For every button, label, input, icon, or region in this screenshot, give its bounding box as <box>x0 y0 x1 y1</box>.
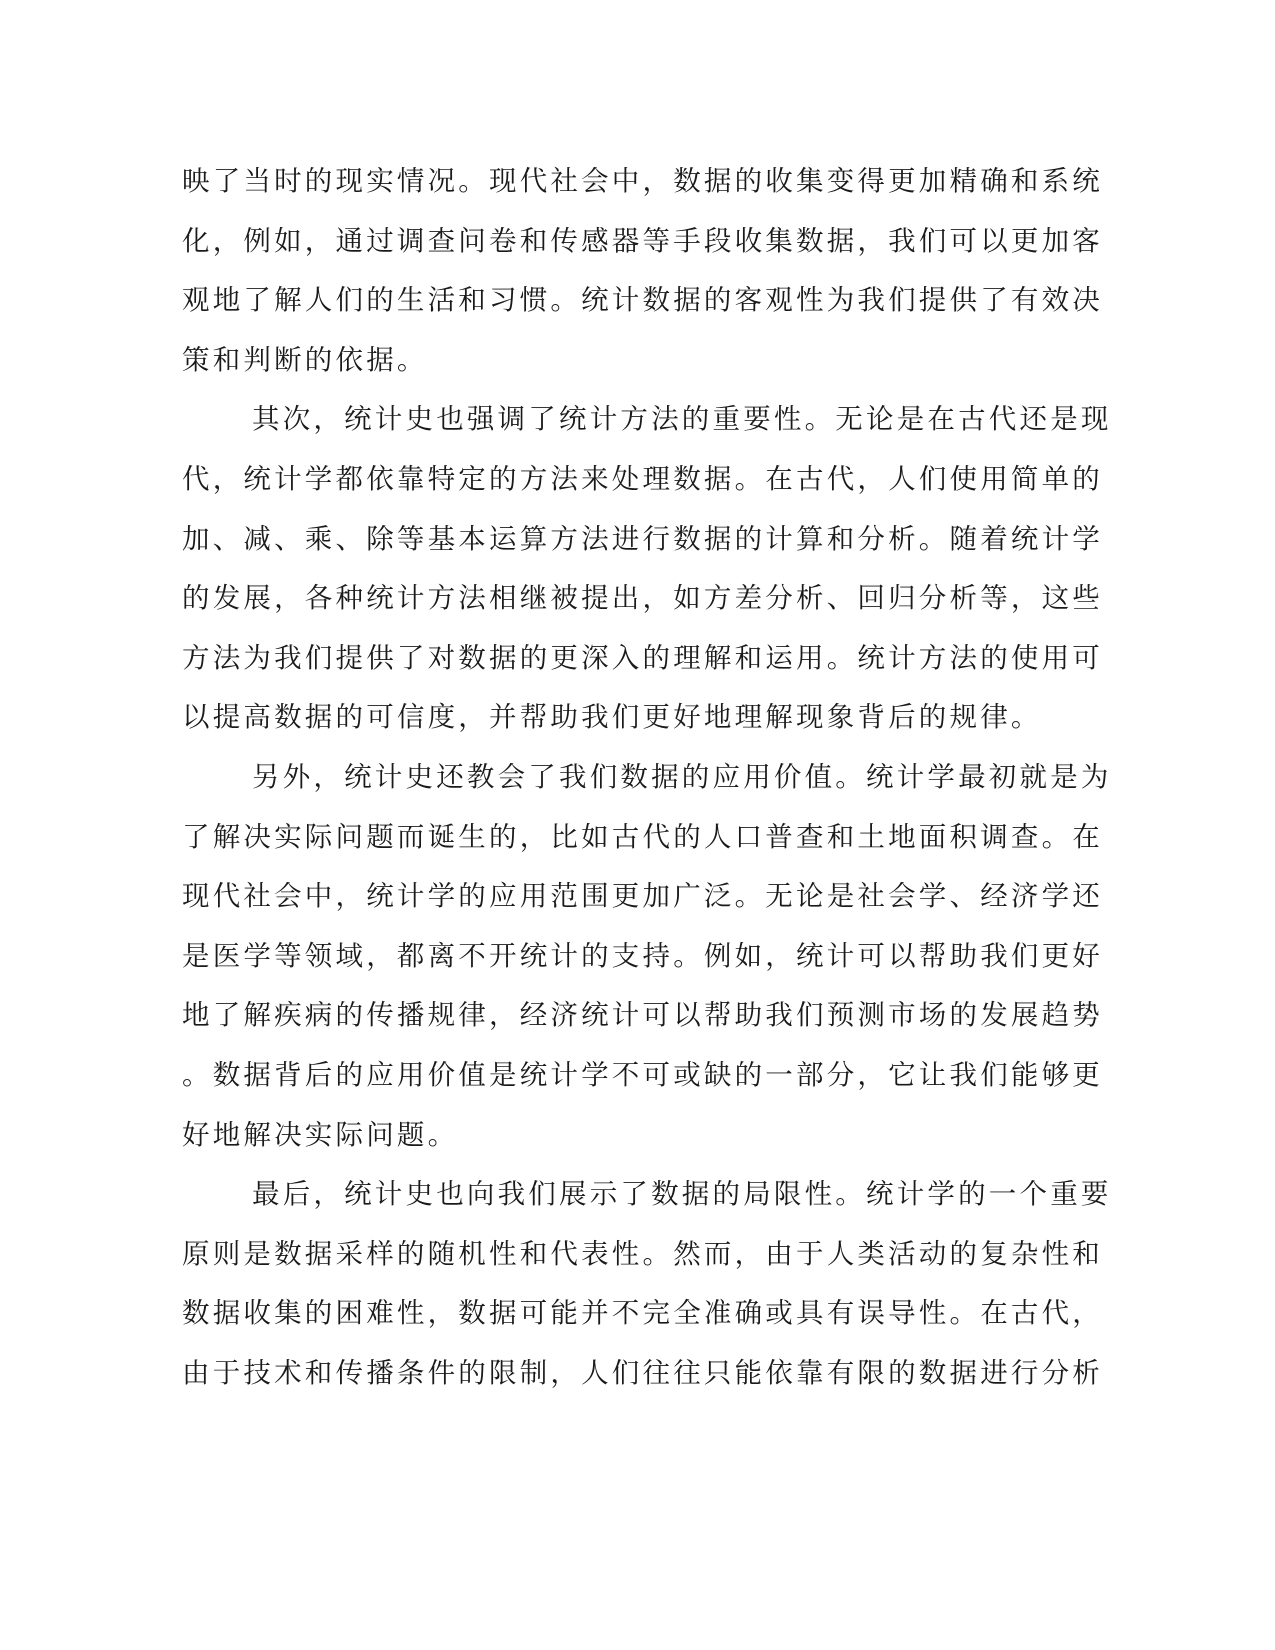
text-line: 好地解决实际问题。 <box>182 1118 459 1151</box>
text-line: 化，例如，通过调查问卷和传感器等手段收集数据，我们可以更加客 <box>182 224 1103 257</box>
document-body <box>182 152 1112 1403</box>
paragraph <box>182 748 1112 1165</box>
text-line: 。数据背后的应用价值是统计学不可或缺的一部分，它让我们能够更 <box>182 1058 1103 1091</box>
text-line: 原则是数据采样的随机性和代表性。然而，由于人类活动的复杂性和 <box>182 1237 1103 1270</box>
text-line: 了解决实际问题而诞生的，比如古代的人口普查和土地面积调查。在 <box>182 820 1103 853</box>
text-line: 现代社会中，统计学的应用范围更加广泛。无论是社会学、经济学还 <box>182 880 1103 913</box>
text-line: 方法为我们提供了对数据的更深入的理解和运用。统计方法的使用可 <box>182 641 1103 674</box>
text-line: 以提高数据的可信度，并帮助我们更好地理解现象背后的规律。 <box>182 701 1042 734</box>
text-line: 加、减、乘、除等基本运算方法进行数据的计算和分析。随着统计学 <box>182 522 1103 555</box>
text-line: 由于技术和传播条件的限制，人们往往只能依靠有限的数据进行分析 <box>182 1356 1103 1389</box>
text-line: 另外，统计史还教会了我们数据的应用价值。统计学最初就是为 <box>252 760 1112 793</box>
paragraph <box>182 390 1112 748</box>
text-line: 观地了解人们的生活和习惯。统计数据的客观性为我们提供了有效决 <box>182 284 1103 317</box>
text-line: 其次，统计史也强调了统计方法的重要性。无论是在古代还是现 <box>252 403 1112 436</box>
paragraph <box>182 1165 1112 1403</box>
text-line: 数据收集的困难性，数据可能并不完全准确或具有误导性。在古代， <box>182 1297 1103 1330</box>
text-line: 地了解疾病的传播规律，经济统计可以帮助我们预测市场的发展趋势 <box>182 999 1103 1032</box>
text-line: 策和判断的依据。 <box>182 343 428 376</box>
paragraph <box>182 152 1103 390</box>
text-line: 代，统计学都依靠特定的方法来处理数据。在古代，人们使用简单的 <box>182 462 1103 495</box>
text-line: 是医学等领域，都离不开统计的支持。例如，统计可以帮助我们更好 <box>182 939 1103 972</box>
text-line: 的发展，各种统计方法相继被提出，如方差分析、回归分析等，这些 <box>182 582 1103 615</box>
text-line: 映了当时的现实情况。现代社会中，数据的收集变得更加精确和系统 <box>182 165 1103 197</box>
text-line: 最后，统计史也向我们展示了数据的局限性。统计学的一个重要 <box>252 1178 1112 1211</box>
